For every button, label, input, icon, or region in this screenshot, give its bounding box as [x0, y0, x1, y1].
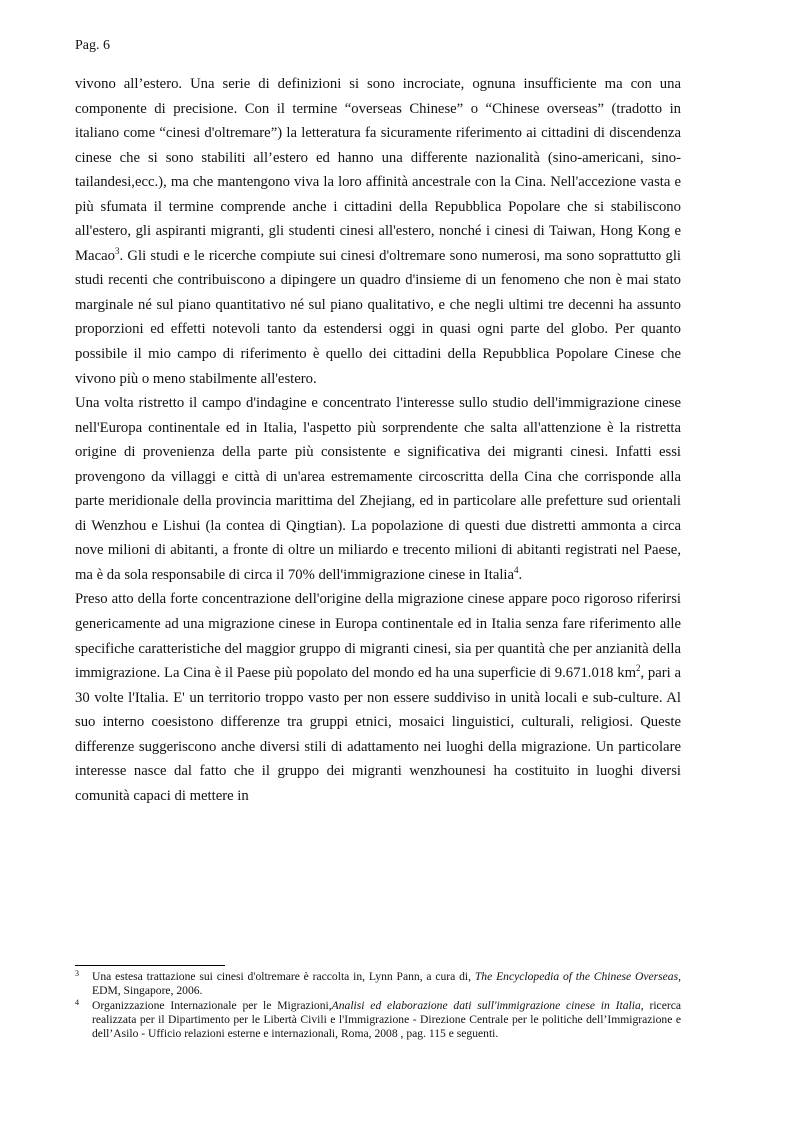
paragraph-text: , pari a 30 volte l'Italia. E' un territorio troppo vasto per non essere suddiviso in unità locali e sub-culture. Al suo interno coesistono differenze tra gruppi etnici, mosaici linguistici, culturali, religiosi. Queste differenze suggeriscono anche diversi stili di adattamento nei luoghi della migrazione. Un particolare interesse nasce dal fatto che il gruppo dei migranti wenzhounesi ha costituito in luoghi diversi comunità capaci di mettere in [75, 665, 681, 804]
footnote-ref[interactable]: 4 [514, 565, 519, 576]
footnote-text: , EDM, Singapore, 2006. [92, 970, 681, 998]
paragraph [75, 72, 681, 391]
footnotes [75, 970, 681, 1041]
page-number: Pag. 6 [75, 38, 110, 53]
footnote [75, 970, 681, 999]
paragraph-text: Una volta ristretto il campo d'indagine e concentrato l'interesse sullo studio dell'immigrazione cinese nell'Europa continentale ed in Italia, l'aspetto più sorprendente che salta all'attenzione è la ristretta origine di provenienza della parte più consistente e significativa dei migranti cinesi. Infatti essi provengono da villaggi e città di un'area estremamente circoscritta della Cina che corrisponde alla parte meridionale della provincia marittima del Zhejiang, ed in particolare alle prefetture sud orientali di Wenzhou e Lishui (la contea di Qingtian). La popolazione di questi due distretti ammonta a circa nove milioni di abitanti, a fronte di oltre un miliardo e trecento milioni di abitanti registrati nel Paese, ma è da sola responsabile di circa il 70% dell'immigrazione cinese in Italia [75, 395, 681, 583]
paragraph [75, 587, 681, 808]
footnote-text: Una estesa trattazione sui cinesi d'oltremare è raccolta in, Lynn Pann, a cura di, [92, 970, 475, 983]
paragraph-text: vivono all’estero. Una serie di definizioni si sono incrociate, ognuna insufficiente ma con una componente di precisione. Con il termine “overseas Chinese” o “Chinese overseas” (tradotto in italiano come “cinesi d'oltremare”) la letteratura fa sicuramente riferimento ai cittadini di discendenza cinese che si sono stabiliti all’estero ed hanno una differente nazionalità (sino-americani, sino-tailandesi,ecc.), ma che mantengono viva la loro affinità ancestrale con la Cina. Nell'accezione vasta e più sfumata il termine comprende anche i cittadini della Repubblica Popolare che si stabiliscono all'estero, gli aspiranti migranti, gli studenti cinesi all'estero, nonché i cinesi di Taiwan, Hong Kong e Macao [75, 76, 681, 264]
body-text [75, 72, 681, 808]
superscript: 2 [636, 663, 641, 674]
footnote-title: Analisi ed elaborazione dati sull'immigrazione cinese in Italia, [331, 998, 644, 1012]
footnote-ref[interactable]: 3 [114, 245, 120, 256]
paragraph [75, 391, 681, 587]
footnote-text: Organizzazione Internazionale per le Migrazioni, [92, 998, 332, 1012]
footnote-title: The Encyclopedia of the Chinese Overseas [474, 970, 679, 983]
footnote-number: 4 [75, 997, 79, 1007]
paragraph-text: . [518, 566, 523, 583]
footnote-text: ricerca realizzata per il Dipartimento per le Libertà Civili e l'Immigrazione - Direzione Centrale per le politiche dell’Immigrazione e dell’Asilo - Ufficio relazioni esterne e internazionali, Roma, 2008 , pag. 115 e seguenti. [92, 998, 681, 1041]
paragraph-text: Preso atto della forte concentrazione dell'origine della migrazione cinese appare poco rigoroso riferirsi genericamente ad una migrazione cinese in Europa continentale ed in Italia senza fare riferimento alle specifiche caratteristiche del maggior gruppo di migranti cinesi, sia per quantità che per anzianità della immigrazione. La Cina è il Paese più popolato del mondo ed ha una superficie di 9.671.018 km [75, 591, 681, 682]
footnote-separator [75, 965, 225, 966]
footnote [75, 999, 681, 1042]
paragraph-text: . Gli studi e le ricerche compiute sui cinesi d'oltremare sono numerosi, ma sono soprattutto gli studi recenti che contribuiscono a dipingere un quadro d'insieme di un fenomeno che non è mai stato marginale né sul piano quantitativo né sul piano qualitativo, e che negli ultimi tre decenni ha assunto proporzioni ed effetti notevoli tanto da estendersi oggi in quasi ogni parte del globo. Per quanto possibile il mio campo di riferimento è quello dei cittadini della Repubblica Popolare Cinese che vivono più o meno stabilmente all'estero. [75, 247, 681, 387]
footnote-number: 3 [75, 969, 79, 978]
